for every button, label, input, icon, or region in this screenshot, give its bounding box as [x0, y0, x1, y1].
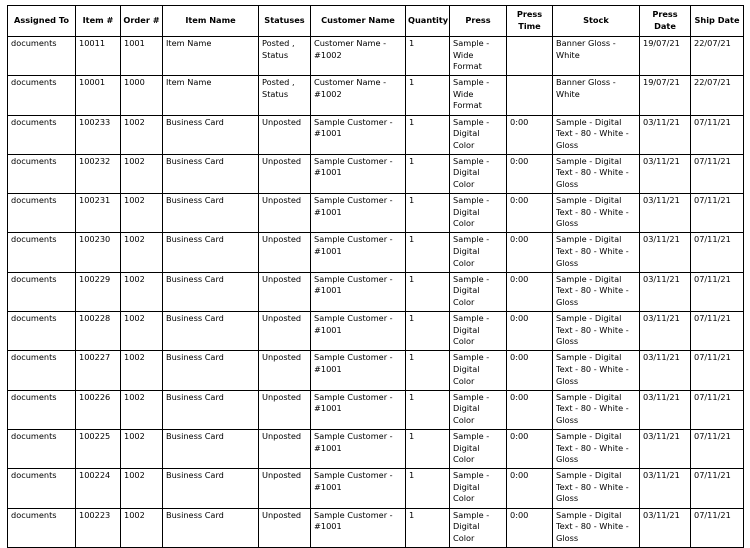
cell-press: Sample - Wide Format: [450, 76, 507, 115]
cell-item-number: 100232: [76, 154, 121, 193]
header-stock: Stock: [553, 6, 640, 37]
cell-order-number: 1000: [121, 76, 163, 115]
cell-ship-date: 07/11/21: [691, 429, 744, 468]
cell-item-number: 100224: [76, 469, 121, 508]
table-row: [8, 194, 744, 233]
cell-order-number: 1002: [121, 429, 163, 468]
cell-press: Sample - Digital Color: [450, 351, 507, 390]
cell-item-number: 100227: [76, 351, 121, 390]
table-row: [8, 37, 744, 76]
cell-item-name: Business Card: [163, 115, 259, 154]
cell-press-time: 0:00: [507, 508, 553, 547]
cell-press: Sample - Digital Color: [450, 508, 507, 547]
header-customer-name: Customer Name: [311, 6, 406, 37]
header-assigned-to: Assigned To: [8, 6, 76, 37]
cell-quantity: 1: [406, 233, 450, 272]
cell-ship-date: 07/11/21: [691, 351, 744, 390]
cell-order-number: 1002: [121, 312, 163, 351]
cell-press-date: 03/11/21: [640, 351, 691, 390]
cell-quantity: 1: [406, 469, 450, 508]
cell-assigned-to: documents: [8, 429, 76, 468]
cell-assigned-to: documents: [8, 351, 76, 390]
table-row: [8, 508, 744, 547]
cell-order-number: 1002: [121, 508, 163, 547]
cell-status: Unposted: [259, 115, 311, 154]
report-container: [7, 5, 744, 548]
cell-assigned-to: documents: [8, 115, 76, 154]
cell-customer-name: Customer Name - #1002: [311, 76, 406, 115]
table-row: [8, 233, 744, 272]
cell-ship-date: 22/07/21: [691, 76, 744, 115]
cell-item-name: Item Name: [163, 37, 259, 76]
cell-customer-name: Sample Customer - #1001: [311, 351, 406, 390]
cell-order-number: 1001: [121, 37, 163, 76]
cell-customer-name: Sample Customer - #1001: [311, 429, 406, 468]
cell-ship-date: 07/11/21: [691, 154, 744, 193]
cell-assigned-to: documents: [8, 272, 76, 311]
cell-press-time: 0:00: [507, 351, 553, 390]
cell-press: Sample - Digital Color: [450, 429, 507, 468]
table-row: [8, 154, 744, 193]
cell-status: Unposted: [259, 429, 311, 468]
cell-quantity: 1: [406, 76, 450, 115]
cell-order-number: 1002: [121, 154, 163, 193]
cell-press: Sample - Wide Format: [450, 37, 507, 76]
cell-press: Sample - Digital Color: [450, 194, 507, 233]
cell-status: Unposted: [259, 390, 311, 429]
cell-customer-name: Sample Customer - #1001: [311, 390, 406, 429]
cell-press: Sample - Digital Color: [450, 115, 507, 154]
cell-customer-name: Sample Customer - #1001: [311, 312, 406, 351]
cell-quantity: 1: [406, 429, 450, 468]
cell-order-number: 1002: [121, 469, 163, 508]
table-row: [8, 429, 744, 468]
cell-press-date: 19/07/21: [640, 37, 691, 76]
cell-press-date: 03/11/21: [640, 429, 691, 468]
cell-stock: Sample - Digital Text - 80 - White - Gloss: [553, 390, 640, 429]
header-item-number: Item #: [76, 6, 121, 37]
cell-quantity: 1: [406, 37, 450, 76]
table-row: [8, 115, 744, 154]
header-order-number: Order #: [121, 6, 163, 37]
cell-press: Sample - Digital Color: [450, 233, 507, 272]
cell-order-number: 1002: [121, 272, 163, 311]
cell-customer-name: Sample Customer - #1001: [311, 194, 406, 233]
header-ship-date: Ship Date: [691, 6, 744, 37]
header-quantity: Quantity: [406, 6, 450, 37]
cell-press-date: 03/11/21: [640, 508, 691, 547]
cell-ship-date: 07/11/21: [691, 469, 744, 508]
cell-status: Unposted: [259, 469, 311, 508]
cell-status: Posted , Status: [259, 76, 311, 115]
cell-press-date: 03/11/21: [640, 233, 691, 272]
cell-press-time: [507, 76, 553, 115]
cell-stock: Sample - Digital Text - 80 - White - Gloss: [553, 508, 640, 547]
cell-order-number: 1002: [121, 115, 163, 154]
cell-ship-date: 07/11/21: [691, 390, 744, 429]
cell-order-number: 1002: [121, 351, 163, 390]
cell-quantity: 1: [406, 154, 450, 193]
cell-stock: Sample - Digital Text - 80 - White - Gloss: [553, 115, 640, 154]
cell-ship-date: 07/11/21: [691, 272, 744, 311]
cell-stock: Banner Gloss - White: [553, 76, 640, 115]
cell-press-date: 19/07/21: [640, 76, 691, 115]
cell-press-time: 0:00: [507, 272, 553, 311]
cell-status: Unposted: [259, 351, 311, 390]
cell-ship-date: 07/11/21: [691, 194, 744, 233]
cell-stock: Sample - Digital Text - 80 - White - Gloss: [553, 312, 640, 351]
cell-item-name: Business Card: [163, 194, 259, 233]
cell-assigned-to: documents: [8, 76, 76, 115]
cell-quantity: 1: [406, 508, 450, 547]
cell-status: Unposted: [259, 272, 311, 311]
cell-stock: Sample - Digital Text - 80 - White - Gloss: [553, 194, 640, 233]
cell-item-number: 10011: [76, 37, 121, 76]
cell-press: Sample - Digital Color: [450, 390, 507, 429]
cell-stock: Banner Gloss - White: [553, 37, 640, 76]
cell-item-number: 100231: [76, 194, 121, 233]
cell-press-date: 03/11/21: [640, 390, 691, 429]
cell-ship-date: 07/11/21: [691, 233, 744, 272]
jobs-table: [7, 5, 744, 548]
cell-customer-name: Sample Customer - #1001: [311, 469, 406, 508]
cell-customer-name: Sample Customer - #1001: [311, 115, 406, 154]
cell-stock: Sample - Digital Text - 80 - White - Gloss: [553, 429, 640, 468]
header-item-name: Item Name: [163, 6, 259, 37]
cell-item-name: Item Name: [163, 76, 259, 115]
cell-ship-date: 22/07/21: [691, 37, 744, 76]
cell-ship-date: 07/11/21: [691, 508, 744, 547]
cell-press-date: 03/11/21: [640, 272, 691, 311]
cell-customer-name: Sample Customer - #1001: [311, 508, 406, 547]
cell-item-number: 100225: [76, 429, 121, 468]
cell-item-number: 100226: [76, 390, 121, 429]
cell-press: Sample - Digital Color: [450, 312, 507, 351]
cell-item-name: Business Card: [163, 390, 259, 429]
cell-status: Unposted: [259, 233, 311, 272]
cell-press-time: 0:00: [507, 194, 553, 233]
cell-assigned-to: documents: [8, 233, 76, 272]
cell-status: Posted , Status: [259, 37, 311, 76]
cell-customer-name: Sample Customer - #1001: [311, 154, 406, 193]
cell-ship-date: 07/11/21: [691, 312, 744, 351]
table-body: [8, 37, 744, 548]
cell-status: Unposted: [259, 508, 311, 547]
cell-press: Sample - Digital Color: [450, 154, 507, 193]
cell-assigned-to: documents: [8, 508, 76, 547]
cell-item-name: Business Card: [163, 233, 259, 272]
cell-item-name: Business Card: [163, 351, 259, 390]
cell-quantity: 1: [406, 312, 450, 351]
table-row: [8, 390, 744, 429]
cell-press-time: 0:00: [507, 469, 553, 508]
table-row: [8, 76, 744, 115]
table-row: [8, 272, 744, 311]
cell-status: Unposted: [259, 194, 311, 233]
cell-stock: Sample - Digital Text - 80 - White - Gloss: [553, 469, 640, 508]
cell-stock: Sample - Digital Text - 80 - White - Gloss: [553, 233, 640, 272]
cell-item-name: Business Card: [163, 469, 259, 508]
cell-quantity: 1: [406, 194, 450, 233]
cell-item-name: Business Card: [163, 312, 259, 351]
cell-quantity: 1: [406, 351, 450, 390]
cell-item-name: Business Card: [163, 429, 259, 468]
cell-press-date: 03/11/21: [640, 194, 691, 233]
cell-press-date: 03/11/21: [640, 312, 691, 351]
cell-item-name: Business Card: [163, 154, 259, 193]
cell-press-date: 03/11/21: [640, 469, 691, 508]
cell-item-number: 10001: [76, 76, 121, 115]
cell-assigned-to: documents: [8, 390, 76, 429]
header-press-time: Press Time: [507, 6, 553, 37]
table-row: [8, 312, 744, 351]
header-press: Press: [450, 6, 507, 37]
cell-ship-date: 07/11/21: [691, 115, 744, 154]
cell-item-number: 100223: [76, 508, 121, 547]
cell-assigned-to: documents: [8, 469, 76, 508]
cell-item-number: 100229: [76, 272, 121, 311]
cell-press-time: 0:00: [507, 429, 553, 468]
cell-press-time: 0:00: [507, 312, 553, 351]
cell-press-time: 0:00: [507, 115, 553, 154]
cell-quantity: 1: [406, 115, 450, 154]
table-row: [8, 351, 744, 390]
cell-status: Unposted: [259, 154, 311, 193]
cell-assigned-to: documents: [8, 154, 76, 193]
cell-status: Unposted: [259, 312, 311, 351]
cell-assigned-to: documents: [8, 312, 76, 351]
cell-item-name: Business Card: [163, 508, 259, 547]
cell-order-number: 1002: [121, 233, 163, 272]
header-press-date: Press Date: [640, 6, 691, 37]
cell-press: Sample - Digital Color: [450, 272, 507, 311]
cell-item-number: 100233: [76, 115, 121, 154]
cell-item-number: 100230: [76, 233, 121, 272]
table-row: [8, 469, 744, 508]
cell-press-time: 0:00: [507, 390, 553, 429]
cell-press-time: 0:00: [507, 233, 553, 272]
cell-stock: Sample - Digital Text - 80 - White - Gloss: [553, 272, 640, 311]
cell-customer-name: Customer Name - #1002: [311, 37, 406, 76]
cell-quantity: 1: [406, 272, 450, 311]
cell-press-date: 03/11/21: [640, 154, 691, 193]
cell-order-number: 1002: [121, 390, 163, 429]
cell-stock: Sample - Digital Text - 80 - White - Gloss: [553, 351, 640, 390]
cell-press-time: 0:00: [507, 154, 553, 193]
cell-assigned-to: documents: [8, 194, 76, 233]
cell-stock: Sample - Digital Text - 80 - White - Gloss: [553, 154, 640, 193]
cell-customer-name: Sample Customer - #1001: [311, 272, 406, 311]
cell-item-name: Business Card: [163, 272, 259, 311]
cell-press-date: 03/11/21: [640, 115, 691, 154]
cell-customer-name: Sample Customer - #1001: [311, 233, 406, 272]
cell-assigned-to: documents: [8, 37, 76, 76]
table-header-row: [8, 6, 744, 37]
cell-press-time: [507, 37, 553, 76]
cell-quantity: 1: [406, 390, 450, 429]
cell-item-number: 100228: [76, 312, 121, 351]
cell-press: Sample - Digital Color: [450, 469, 507, 508]
cell-order-number: 1002: [121, 194, 163, 233]
header-statuses: Statuses: [259, 6, 311, 37]
